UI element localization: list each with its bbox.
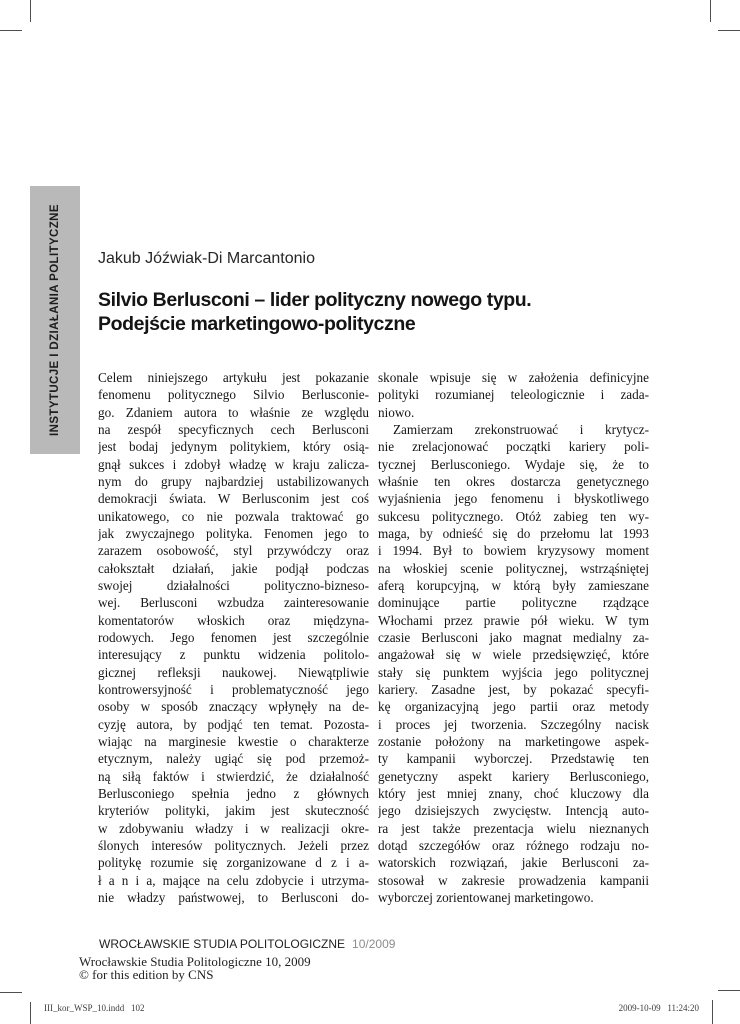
text-line: nym do grupy najbardziej ustabilizowanych	[98, 473, 369, 489]
text-line: nie zrelacjonować początki kariery poli-	[378, 439, 649, 455]
text-line: wyborczej zorientowanej marketingowo.	[378, 889, 594, 905]
text-line: osoby w sposób znaczący wpłynęły na de-	[98, 699, 369, 715]
text-line: polityki rozumianej teleologicznie i zada-	[378, 387, 649, 403]
text-line: Zamierzam zrekonstruować i krytycz-	[393, 421, 649, 437]
section-tab	[30, 186, 80, 454]
text-line: etycznym, należy ugiąć się pod przemoż-	[98, 751, 369, 767]
title-line-1: Silvio Berlusconi – lider polityczny nowego typu.	[98, 289, 532, 311]
imprint-filename: III_kor_WSP_10.indd 102	[44, 1003, 145, 1013]
text-line: Włochami przez prawie pół wieku. W tym	[378, 612, 649, 628]
text-line: wiając na marginesie kwestie o charakterze	[98, 733, 369, 749]
text-line: i proces jej tworzenia. Szczególny nacisk	[378, 716, 649, 732]
text-line: zarazem osobowość, styl przywódczy oraz	[98, 543, 369, 559]
text-line: w zdobywaniu władzy i w realizacji okre-	[98, 820, 369, 836]
text-line: wyjaśnienia jego fenomenu i błyskotliwego	[378, 491, 649, 507]
text-line: na zespół specyficznych cech Berlusconi	[98, 421, 369, 437]
text-line: skonale wpisuje się w założenia definicyjne	[378, 370, 649, 385]
text-line: stały się punktem wyjścia jego politycznej	[378, 664, 649, 680]
text-line: tycznej Berlusconiego. Wydaje się, że to	[378, 456, 649, 472]
text-line: na włoskiej scenie politycznej, wstrząśniętej	[378, 560, 649, 576]
text-line: dominujące partie polityczne rządzące	[378, 595, 649, 611]
text-line: kariery. Zasadne jest, by pokazać specyfi-	[378, 681, 649, 697]
text-line: niowo.	[378, 404, 415, 420]
text-line: politykę rozumie się zorganizowane d z i a-	[98, 855, 369, 871]
text-line: czasie Berlusconi jako magnat medialny za-	[378, 629, 649, 645]
imprint-timestamp: 2009-10-09 11:24:20	[618, 1003, 699, 1013]
body-column-left	[98, 369, 369, 906]
section-tab-label: INSTYTUCJE I DZIAŁANIA POLITYCZNE	[49, 204, 62, 436]
text-line: ra jest także prezentacja wielu nieznanych	[378, 820, 649, 836]
text-line: Celem niniejszego artykułu jest pokazanie	[98, 370, 369, 385]
text-line: aferą korupcyjną, w którą były zamieszane	[378, 577, 649, 593]
text-line: rodowych. Jego fenomen jest szczególnie	[98, 629, 369, 645]
text-line: wej. Berlusconi wzbudza zainteresowanie	[98, 595, 369, 611]
text-line: jak zwyczajnego polityka. Fenomen jego to	[98, 525, 369, 541]
text-line: ną siłą faktów i stwierdzić, że działalność	[98, 768, 369, 784]
crop-mark-bottom-left-vertical	[30, 1002, 31, 1024]
journal-issue: 10/2009	[352, 937, 396, 951]
crop-mark-top-right-horizontal	[718, 30, 740, 31]
text-line: kontrowersyjność i problematyczność jego	[98, 681, 369, 697]
copyright-line: © for this edition by CNS	[79, 967, 214, 982]
text-line: unikatowego, co nie pozwala traktować go	[98, 508, 369, 524]
text-line: watorskich rozwiązań, jakie Berlusconi za-	[378, 855, 649, 871]
journal-name: WROCŁAWSKIE STUDIA POLITOLOGICZNE	[99, 937, 346, 951]
text-line: zostanie położony na marketingowe aspek-	[378, 733, 649, 749]
text-line: jest bodaj jedynym politykiem, który osią-	[98, 439, 369, 455]
text-line: gnął sukces i zdobył władzę w kraju zalicza-	[98, 456, 369, 472]
text-line: i 1994. Był to bowiem kryzysowy moment	[378, 543, 649, 559]
text-line: stosował w zakresie prowadzenia kampanii	[378, 872, 649, 888]
text-line: ty kampanii wyborczej. Przedstawię ten	[378, 751, 649, 767]
journal-header	[99, 937, 395, 951]
crop-mark-bottom-right-vertical	[712, 1000, 713, 1024]
text-line: angażował się w wiele przedsięwzięć, które	[378, 647, 649, 663]
text-line: ł a n i a, mające na celu zdobycie i utrzyma-	[98, 872, 369, 888]
text-line: swojej działalności polityczno-bizneso-	[98, 577, 369, 593]
text-line: cyzję autora, by podjąć ten temat. Pozosta-	[98, 716, 369, 732]
text-line: nie władzy państwowej, to Berlusconi do-	[98, 889, 369, 905]
title-line-2: Podejście marketingowo-polityczne	[98, 313, 416, 335]
text-line: fenomenu politycznego Silvio Berlusconie-	[98, 387, 369, 403]
crop-mark-bottom-right-horizontal	[718, 990, 740, 991]
text-line: dotąd szczegółów oraz różnego rodzaju no-	[378, 837, 649, 853]
crop-mark-bottom-left-horizontal	[0, 992, 22, 993]
text-line: właśnie ten okres dostarcza genetycznego	[378, 473, 649, 489]
text-line: gicznej refleksji naukowej. Niewątpliwie	[98, 664, 369, 680]
citation-line: Wrocławskie Studia Politologiczne 10, 2009	[79, 954, 311, 969]
text-line: demokracji świata. W Berlusconim jest coś	[98, 491, 369, 507]
crop-mark-top-left-horizontal	[0, 30, 22, 31]
body-column-right	[378, 369, 649, 906]
text-line: który jest mniej znany, choć kluczowy dla	[378, 785, 649, 801]
text-line: kę organizacyjną jego partii oraz metody	[378, 699, 649, 715]
text-line: genetyczny aspekt kariery Berlusconiego,	[378, 768, 649, 784]
text-line: komentatorów włoskich oraz międzyna-	[98, 612, 369, 628]
text-line: maga, by odnieść się do przełomu lat 1993	[378, 525, 649, 541]
crop-mark-top-right-vertical	[710, 0, 711, 22]
crop-mark-top-left-vertical	[30, 0, 31, 22]
text-line: ślonych interesów politycznych. Jeżeli przez	[98, 837, 369, 853]
text-line: kryteriów polityki, jakim jest skuteczność	[98, 803, 369, 819]
text-line: całokształt działań, jakie podjął podczas	[98, 560, 369, 576]
text-line: Berlusconiego spełnia jedno z głównych	[98, 785, 369, 801]
text-line: interesujący z punktu widzenia politolo-	[98, 647, 369, 663]
text-line: jego dzisiejszych zwycięstw. Intencją auto-	[378, 803, 649, 819]
text-line: sukcesu politycznego. Otóż zabieg ten wy-	[378, 508, 649, 524]
article-title	[98, 288, 531, 336]
text-line: go. Zdaniem autora to właśnie ze względu	[98, 404, 369, 420]
author-name: Jakub Jóźwiak-Di Marcantonio	[98, 250, 315, 267]
